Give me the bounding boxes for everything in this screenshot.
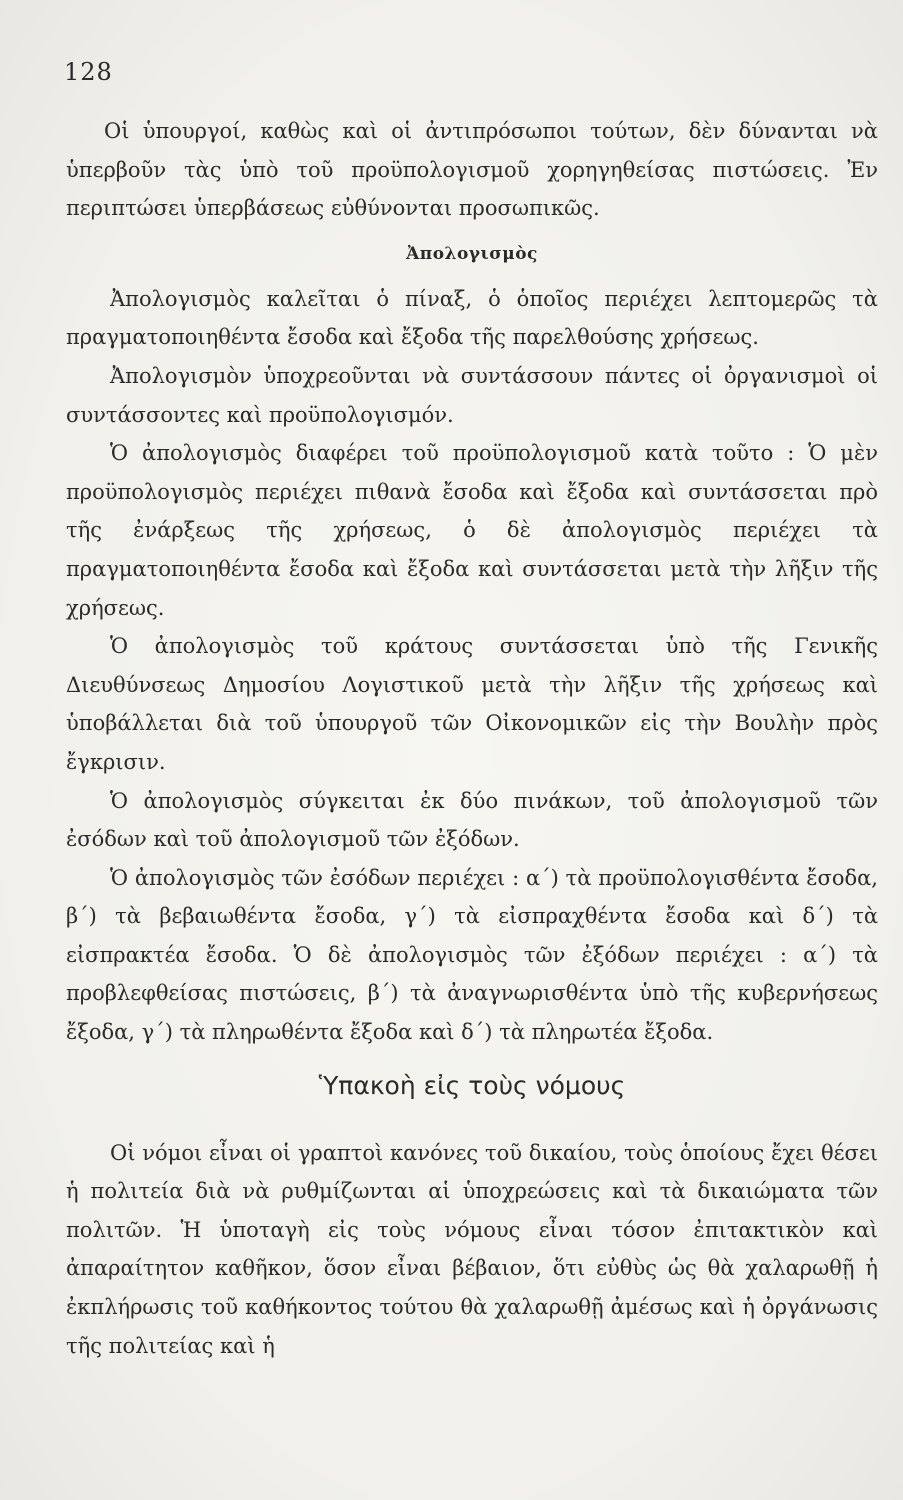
page-text — [66, 112, 878, 1365]
paragraph-apologismos-1: Ἀπολογισμὸς καλεῖται ὁ πίναξ, ὁ ὁποῖος περιέχει λεπτομερῶς τὰ πραγματοποιηθέντα ἔσοδα καὶ ἔξοδα τῆς παρελθούσης χρήσεως. — [66, 286, 878, 350]
intro-paragraph: Οἱ ὑπουργοί, καθὼς καὶ οἱ ἀντιπρόσωποι τούτων, δὲν δύνανται νὰ ὑπερβοῦν τὰς ὑπὸ τοῦ προϋπολογισμοῦ χορηγηθείσας πιστώσεις. Ἐν περιπτώσει ὑπερβάσεως εὐθύνονται προσωπικῶς. — [66, 119, 878, 221]
paragraph-apologismos-2: Ἀπολογισμὸν ὑποχρεοῦνται νὰ συντάσσουν πάντες οἱ ὀργανισμοὶ οἱ συντάσσοντες καὶ προϋπολογισμόν. — [66, 363, 878, 427]
page-number: 128 — [64, 58, 113, 86]
section-heading-ypakoi: Ὑπακοὴ εἰς τοὺς νόμους — [318, 1070, 626, 1100]
paragraph-ypakoi-1: Οἱ νόμοι εἶναι οἱ γραπτοὶ κανόνες τοῦ δικαίου, τοὺς ὁποίους ἔχει θέσει ἡ πολιτεία διὰ νὰ ρυθμίζωνται αἱ ὑποχρεώσεις καὶ τὰ δικαιώματα τῶν πολιτῶν. Ἡ ὑποταγὴ εἰς τοὺς νόμους εἶναι τόσον ἐπιτακτικὸν καὶ ἀπαραίτητον καθῆκον, ὅσον εἶναι βέβαιον, ὅτι εὐθὺς ὡς θὰ χαλαρωθῇ ἡ ἐκπλήρωσις τοῦ καθήκοντος τούτου θὰ χαλαρωθῇ ἀμέσως καὶ ἡ ὀργάνωσις τῆς πολιτείας καὶ ἡ — [66, 1140, 878, 1358]
paragraph-apologismos-4: Ὁ ἀπολογισμὸς τοῦ κράτους συντάσσεται ὑπὸ τῆς Γενικῆς Διευθύνσεως Δημοσίου Λογιστικοῦ μετὰ τὴν λῆξιν τῆς χρήσεως καὶ ὑποβάλλεται διὰ τοῦ ὑπουργοῦ τῶν Οἰκονομικῶν εἰς τὴν Βουλὴν πρὸς ἔγκρισιν. — [66, 634, 878, 774]
section-heading-apologismos: Ἀπολογισμὸς — [406, 243, 538, 264]
paragraph-apologismos-3: Ὁ ἀπολογισμὸς διαφέρει τοῦ προϋπολογισμοῦ κατὰ τοῦτο : Ὁ μὲν προϋπολογισμὸς περιέχει πιθανὰ ἔσοδα καὶ ἔξοδα καὶ συντάσσεται πρὸ τῆς ἐνάρξεως τῆς χρήσεως, ὁ δὲ ἀπολογισμὸς περιέχει τὰ πραγματοποιηθέντα ἔσοδα καὶ ἔξοδα καὶ συντάσσεται μετὰ τὴν λῆξιν τῆς χρήσεως. — [66, 441, 878, 620]
paragraph-apologismos-5: Ὁ ἀπολογισμὸς σύγκειται ἐκ δύο πινάκων, τοῦ ἀπολογισμοῦ τῶν ἐσόδων καὶ τοῦ ἀπολογισμοῦ τῶν ἐξόδων. — [66, 788, 878, 852]
paragraph-apologismos-6: Ὁ ἀπολογισμὸς τῶν ἐσόδων περιέχει : α΄) τὰ προϋπολογισθέντα ἔσοδα, β΄) τὰ βεβαιωθέντα ἔσοδα, γ΄) τὰ εἰσπραχθέντα ἔσοδα καὶ δ΄) τὰ εἰσπρακτέα ἔσοδα. Ὁ δὲ ἀπολογισμὸς τῶν ἐξόδων περιέχει : α΄) τὰ προβλεφθείσας πιστώσεις, β΄) τὰ ἀναγνωρισθέντα ὑπὸ τῆς κυβερνήσεως ἔξοδα, γ΄) τὰ πληρωθέντα ἔξοδα καὶ δ΄) τὰ πληρωτέα ἔξοδα. — [66, 865, 878, 1045]
